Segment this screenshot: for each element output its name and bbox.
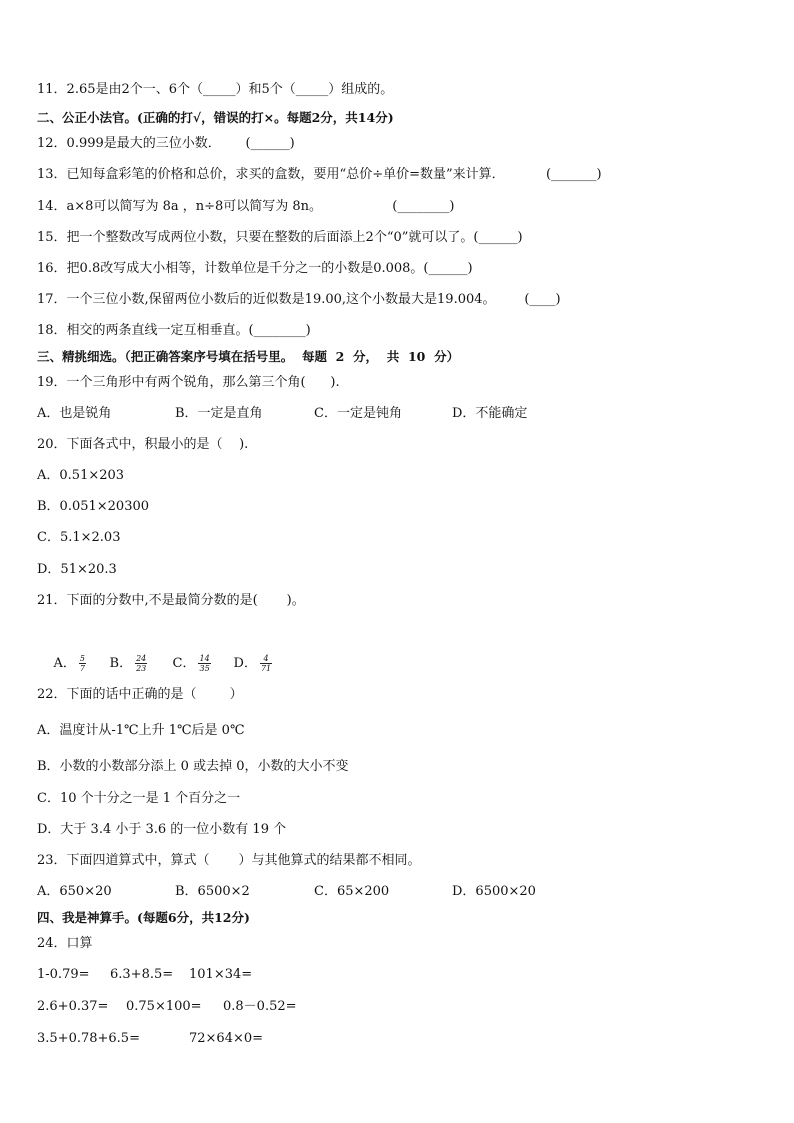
question-22: 22．下面的话中正确的是（ ） xyxy=(37,687,243,702)
q22-option-a: A．温度计从-1℃上升 1℃后是 0℃ xyxy=(37,723,245,738)
q20-option-c: C．5.1×2.03 xyxy=(37,530,121,545)
question-23: 23．下面四道算式中，算式（ ）与其他算式的结果都不相同。 xyxy=(37,853,421,868)
q23-option-d: D．6500×20 xyxy=(452,884,536,899)
section-2-heading: 二、公正小法官。(正确的打√，错误的打×。每题2分，共14分) xyxy=(37,110,394,125)
q20-option-a: A．0.51×203 xyxy=(37,468,125,483)
q19-option-d: D．不能确定 xyxy=(452,406,528,421)
question-17: 17．一个三位小数,保留两位小数后的近似数是19.00,这个小数最大是19.004。 (____) xyxy=(37,292,561,307)
q22-option-d: D．大于 3.4 小于 3.6 的一位小数有 19 个 xyxy=(37,822,287,837)
calc-item: 1-0.79= xyxy=(37,967,90,982)
question-16: 16．把0.8改写成大小相等，计数单位是千分之一的小数是0.008。(______) xyxy=(37,261,473,276)
section-3-heading: 三、精挑细选。（把正确答案序号填在括号里。 每题 2 分， 共 10 分） xyxy=(37,349,460,364)
question-18: 18．相交的两条直线一定互相垂直。(________) xyxy=(37,323,311,338)
q23-option-b: B．6500×2 xyxy=(175,884,250,899)
fraction: $\frac{24}{23}$ xyxy=(136,654,147,673)
calc-item: 72×64×0= xyxy=(189,1031,264,1046)
q19-option-c: C．一定是钝角 xyxy=(314,406,402,421)
question-11: 11．2.65是由2个一、6个（_____）和5个（_____）组成的。 xyxy=(37,82,394,97)
q21-option-b: B． $\frac{24}{23}$ xyxy=(109,654,147,673)
q19-option-b: B．一定是直角 xyxy=(175,406,263,421)
question-21: 21．下面的分数中,不是最简分数的是( )。 xyxy=(37,593,305,608)
question-20: 20．下面各式中，积最小的是（ ). xyxy=(37,437,249,452)
q23-option-a: A．650×20 xyxy=(37,884,112,899)
q21-option-c: C． $\frac{14}{35}$ xyxy=(172,654,210,673)
calc-item: 2.6+0.37= xyxy=(37,999,109,1014)
calc-item: 3.5+0.78+6.5= xyxy=(37,1031,140,1046)
q22-option-b: B．小数的小数部分添上 0 或去掉 0，小数的大小不变 xyxy=(37,759,349,774)
q20-option-d: D．51×20.3 xyxy=(37,562,117,577)
fraction: $\frac{14}{35}$ xyxy=(199,654,210,673)
q21-option-a: A． $\frac{5}{7}$ xyxy=(53,654,86,673)
q22-option-c: C．10 个十分之一是 1 个百分之一 xyxy=(37,791,241,806)
question-14: 14．a×8可以简写为 8a ，n÷8可以简写为 8n。 (________) xyxy=(37,199,455,214)
section-4-heading: 四、我是神算手。(每题6分，共12分) xyxy=(37,910,250,925)
question-13: 13．已知每盒彩笔的价格和总价，求买的盒数，要用“总价÷单价=数量”来计算． (_______) xyxy=(37,167,602,182)
fraction: $\frac{5}{7}$ xyxy=(79,654,86,673)
question-12: 12．0.999是最大的三位小数． (______) xyxy=(37,136,295,151)
calc-item: 0.75×100= xyxy=(126,999,202,1014)
fraction: $\frac{4}{71}$ xyxy=(260,654,272,673)
q19-option-a: A．也是锐角 xyxy=(37,406,112,421)
q20-option-b: B．0.051×20300 xyxy=(37,499,150,514)
question-15: 15．把一个整数改写成两位小数，只要在整数的后面添上2个“0”就可以了。(______) xyxy=(37,230,523,245)
calc-item: 6.3+8.5= xyxy=(110,967,174,982)
calc-item: 0.8－0.52= xyxy=(223,999,297,1014)
question-24: 24．口算 xyxy=(37,936,93,951)
q23-option-c: C．65×200 xyxy=(314,884,390,899)
question-19: 19．一个三角形中有两个锐角，那么第三个角( ). xyxy=(37,375,340,390)
q21-option-d: D． $\frac{4}{71}$ xyxy=(233,654,272,673)
calc-item: 101×34= xyxy=(189,967,253,982)
